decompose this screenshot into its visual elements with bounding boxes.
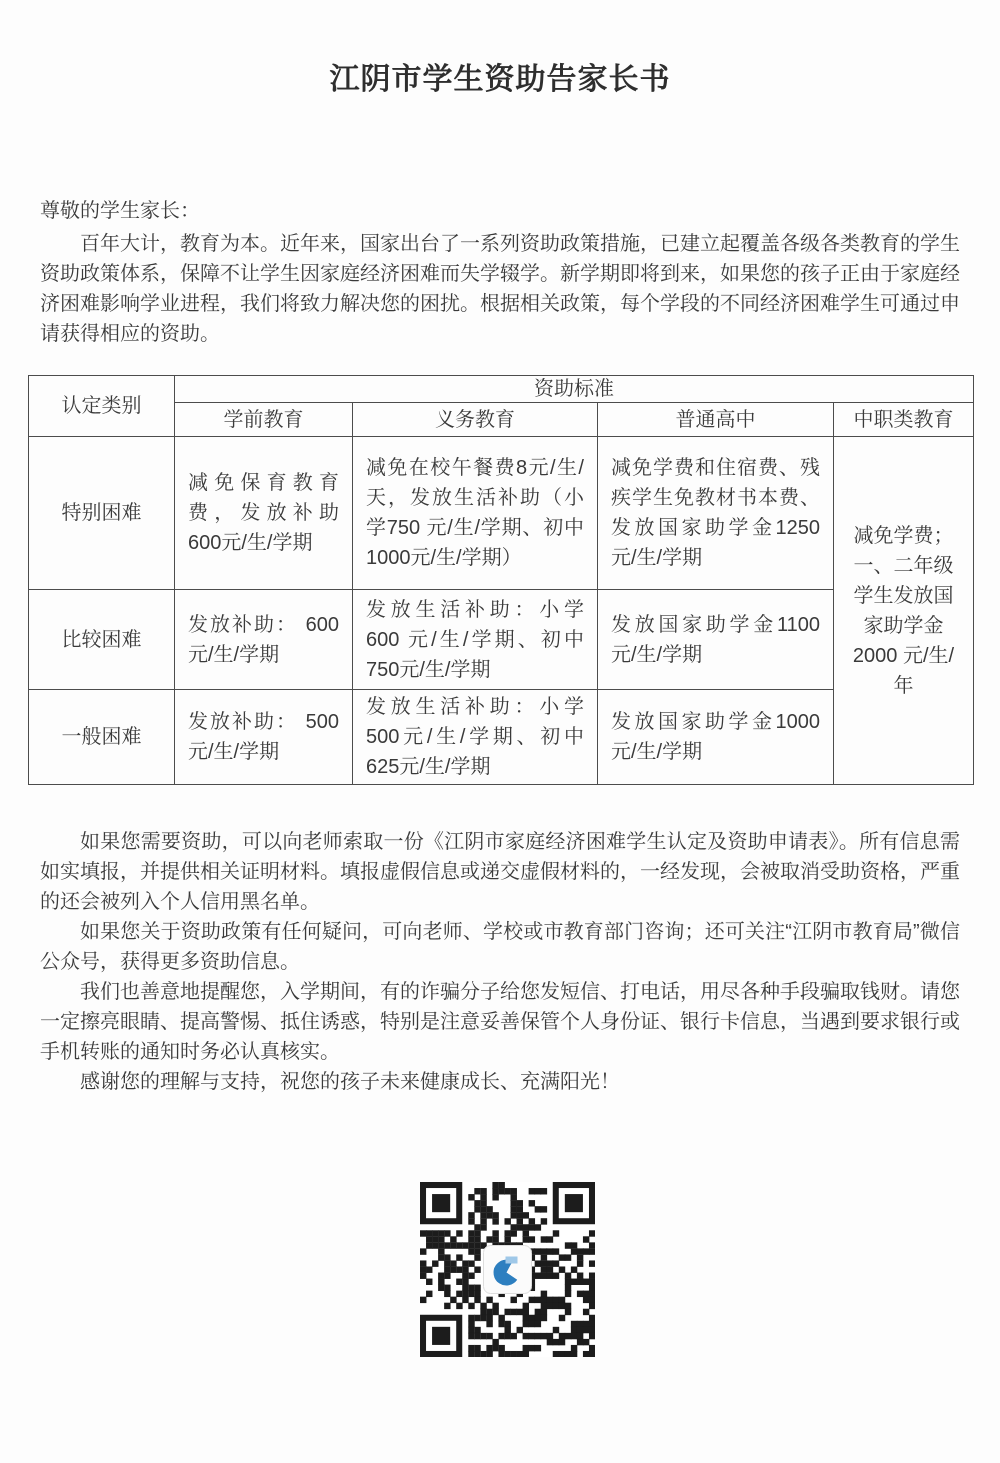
table-row	[29, 690, 974, 785]
aid-standards-table	[28, 375, 974, 785]
consult-paragraph: 如果您关于资助政策有任何疑问，可向老师、学校或市教育部门咨询；还可关注“江阴市教育局”微信公众号，获得更多资助信息。	[40, 921, 960, 973]
cell-category: 特别困难	[29, 437, 175, 590]
qrcode-image	[420, 1182, 595, 1357]
cell-category: 比较困难	[29, 590, 175, 690]
header-category: 认定类别	[29, 376, 175, 437]
cell-vocational: 减免学费；一、二年级学生发放国家助学金2000 元/生/年	[834, 437, 974, 785]
header-high-school: 普通高中	[598, 403, 834, 437]
cell-compulsory: 发放生活补助：小学 600 元/生/学期、初中750元/生/学期	[353, 590, 598, 690]
cell-high-school: 发放国家助学金1000 元/生/学期	[598, 690, 834, 785]
header-vocational: 中职类教育	[834, 403, 974, 437]
cell-category: 一般困难	[29, 690, 175, 785]
page-title: 江阴市学生资助告家长书	[329, 63, 671, 96]
header-standard: 资助标准	[175, 376, 974, 403]
qrcode-box	[418, 1180, 597, 1359]
qrcode-section	[0, 1180, 1000, 1364]
cell-preschool: 减免保育教育费，发放补助600元/生/学期	[175, 437, 353, 590]
intro-paragraph: 百年大计，教育为本。近年来，国家出台了一系列资助政策措施，已建立起覆盖各级各类教育的学生资助政策体系，保障不让学生因家庭经济困难而失学辍学。新学期即将到来，如果您的孩子正由于家庭经济困难影响学业进程，我们将致力解决您的困扰。根据相关政策，每个学段的不同经济困难学生可通过申请获得相应的资助。	[40, 233, 960, 345]
fraud-warning-paragraph: 我们也善意地提醒您，入学期间，有的诈骗分子给您发短信、打电话，用尽各种手段骗取钱财。请您一定擦亮眼睛、提高警惕、抵住诱惑，特别是注意妥善保管个人身份证、银行卡信息，当遇到要求银行或手机转账的通知时务必认真核实。	[40, 981, 960, 1063]
cell-preschool: 发放补助： 600元/生/学期	[175, 590, 353, 690]
table-row	[29, 437, 974, 590]
header-preschool: 学前教育	[175, 403, 353, 437]
cell-compulsory: 发放生活补助：小学 500元/生/学期、初中 625元/生/学期	[353, 690, 598, 785]
cell-high-school: 减免学费和住宿费、残疾学生免教材书本费、发放国家助学金1250 元/生/学期	[598, 437, 834, 590]
closing-paragraph: 感谢您的理解与支持，祝您的孩子未来健康成长、充满阳光！	[80, 1071, 620, 1093]
apply-paragraph: 如果您需要资助，可以向老师索取一份《江阴市家庭经济困难学生认定及资助申请表》。所有信息需如实填报，并提供相关证明材料。填报虚假信息或递交虚假材料的，一经发现，会被取消受助资格，严重的还会被列入个人信用黑名单。	[40, 831, 960, 913]
header-compulsory: 义务教育	[353, 403, 598, 437]
table-header-row-standard	[29, 376, 974, 403]
cell-preschool: 发放补助： 500元/生/学期	[175, 690, 353, 785]
greeting-line: 尊敬的学生家长：	[40, 200, 200, 222]
table-row	[29, 590, 974, 690]
cell-compulsory: 减免在校午餐费8元/生/天，发放生活补助（小学750 元/生/学期、初中1000元/生/学期）	[353, 437, 598, 590]
cell-high-school: 发放国家助学金1100 元/生/学期	[598, 590, 834, 690]
